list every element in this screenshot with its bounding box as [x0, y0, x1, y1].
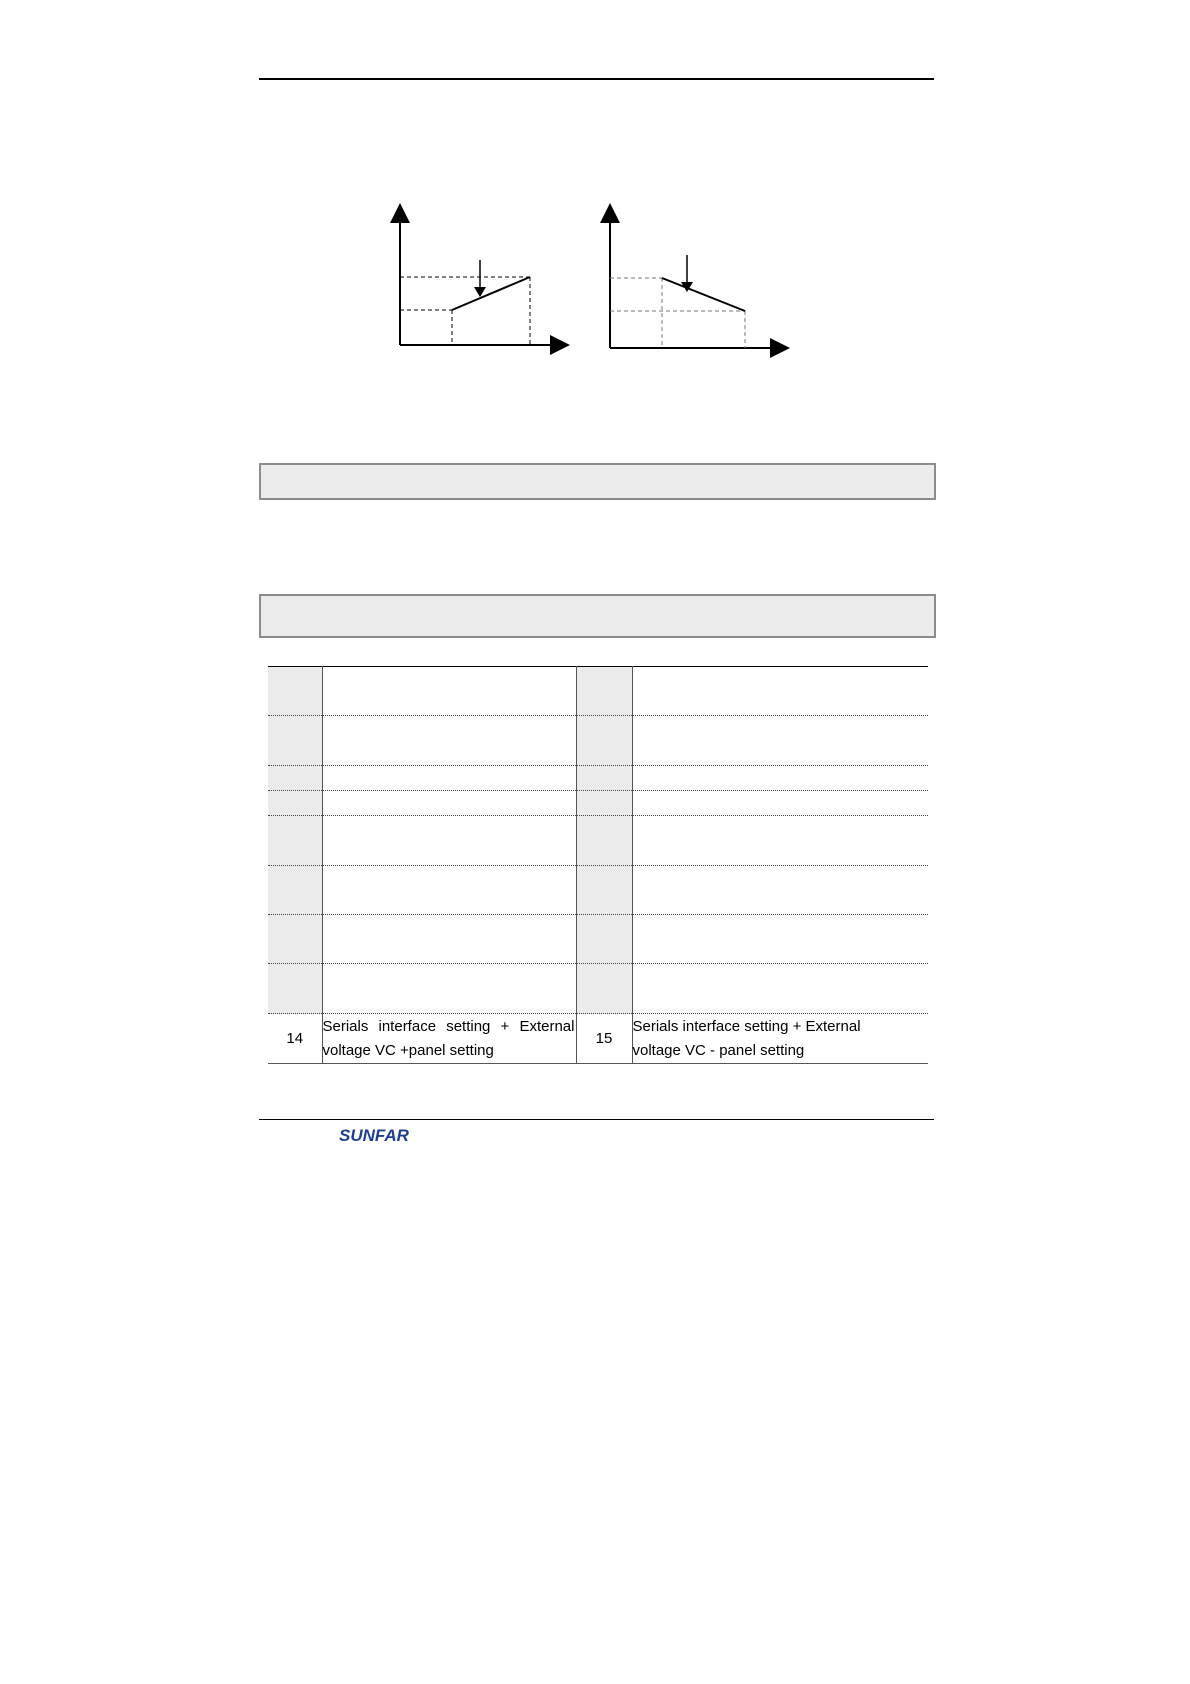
option-description [322, 964, 576, 1014]
svg-text:SUNFAR: SUNFAR [339, 1126, 409, 1145]
table-row [268, 866, 928, 915]
option-number [576, 716, 632, 766]
table-row [268, 1014, 928, 1064]
option-description [632, 915, 928, 964]
option-description [322, 667, 576, 716]
option-description-line: voltage VC - panel setting [632, 1041, 805, 1059]
option-description [632, 964, 928, 1014]
option-number [268, 667, 322, 716]
footer-rule [259, 1119, 934, 1120]
table-row [268, 915, 928, 964]
falling-characteristic-graph [600, 210, 790, 360]
option-number [268, 915, 322, 964]
option-number [268, 791, 322, 816]
option-number [268, 964, 322, 1014]
option-number [576, 866, 632, 915]
option-description-line: Serials interface setting + External [632, 1017, 861, 1035]
option-description [632, 716, 928, 766]
option-description [632, 1014, 928, 1064]
table-row [268, 816, 928, 866]
option-number: 15 [576, 1014, 632, 1064]
option-description [632, 766, 928, 791]
rising-characteristic-graph [390, 205, 580, 355]
option-description [322, 716, 576, 766]
option-description [322, 866, 576, 915]
option-description [632, 791, 928, 816]
option-number [576, 791, 632, 816]
parameter-heading-box [259, 463, 936, 500]
option-number [576, 964, 632, 1014]
table-row [268, 791, 928, 816]
table-row [268, 716, 928, 766]
option-number [268, 766, 322, 791]
option-description [322, 915, 576, 964]
header-rule [259, 78, 934, 80]
option-description-line: Serials interface setting + External [322, 1017, 575, 1035]
table-row [268, 964, 928, 1014]
option-description [632, 866, 928, 915]
table-row [268, 667, 928, 716]
option-description [322, 766, 576, 791]
option-number [268, 866, 322, 915]
option-description-line: voltage VC +panel setting [322, 1041, 494, 1059]
option-description [322, 1014, 576, 1064]
option-number [576, 915, 632, 964]
table-row [268, 766, 928, 791]
option-description [322, 791, 576, 816]
option-number [268, 716, 322, 766]
parameter-heading-box [259, 594, 936, 638]
option-number [576, 667, 632, 716]
option-description [632, 816, 928, 866]
rising-segment [452, 277, 530, 310]
option-number: 14 [268, 1014, 322, 1064]
option-number [268, 816, 322, 866]
sunfar-logo [338, 1124, 418, 1146]
setting-combination-table [268, 666, 928, 1064]
option-description [632, 667, 928, 716]
option-number [576, 816, 632, 866]
option-number [576, 766, 632, 791]
option-description [322, 816, 576, 866]
falling-segment [662, 278, 745, 311]
